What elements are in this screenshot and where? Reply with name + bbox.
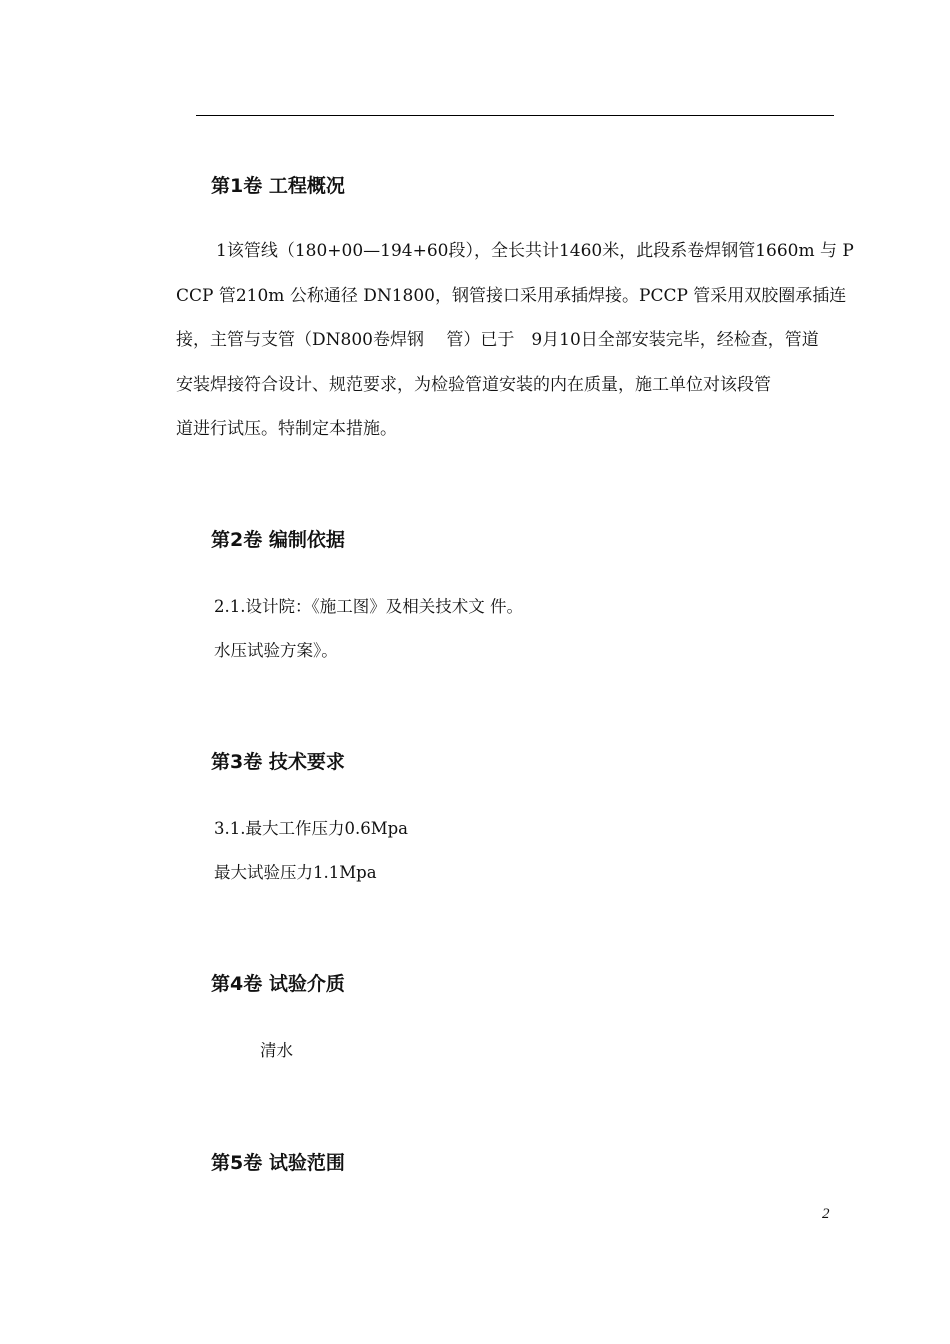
section-3-item-1: 3.1.最大工作压力0.6Mpa: [214, 819, 409, 838]
section-1-line-1: 1该管线（180+00—194+60段），全长共计1460米，此段系卷焊钢管1660m 与 P: [216, 241, 854, 261]
section-2-item-1: 2.1.设计院：《施工图》及相关技术文 件。: [214, 597, 523, 616]
page-number: 2: [822, 1206, 830, 1222]
section-1-heading: 第1卷 工程概况: [211, 175, 345, 197]
section-3-heading: 第3卷 技术要求: [211, 751, 345, 773]
section-4-item-1: 清水: [260, 1041, 293, 1060]
section-1-line-5: 道进行试压。特制定本措施。: [176, 419, 397, 439]
header-rule: [196, 115, 834, 116]
section-1-line-3: 接，主管与支管（DN800卷焊钢 管）已于 9月10日全部安装完毕，经检查，管道: [176, 330, 819, 350]
section-2-item-2: 水压试验方案》。: [214, 641, 338, 660]
section-1-line-4: 安装焊接符合设计、规范要求，为检验管道安装的内在质量，施工单位对该段管: [176, 375, 771, 395]
section-2-heading: 第2卷 编制依据: [211, 529, 345, 551]
section-5-heading: 第5卷 试验范围: [211, 1152, 345, 1174]
section-3-item-2: 最大试验压力1.1Mpa: [214, 863, 377, 882]
section-4-heading: 第4卷 试验介质: [211, 973, 345, 995]
section-1-line-2: CCP 管210m 公称通径 DN1800，钢管接口采用承插焊接。PCCP 管采用双胶圈承插连: [176, 286, 847, 306]
